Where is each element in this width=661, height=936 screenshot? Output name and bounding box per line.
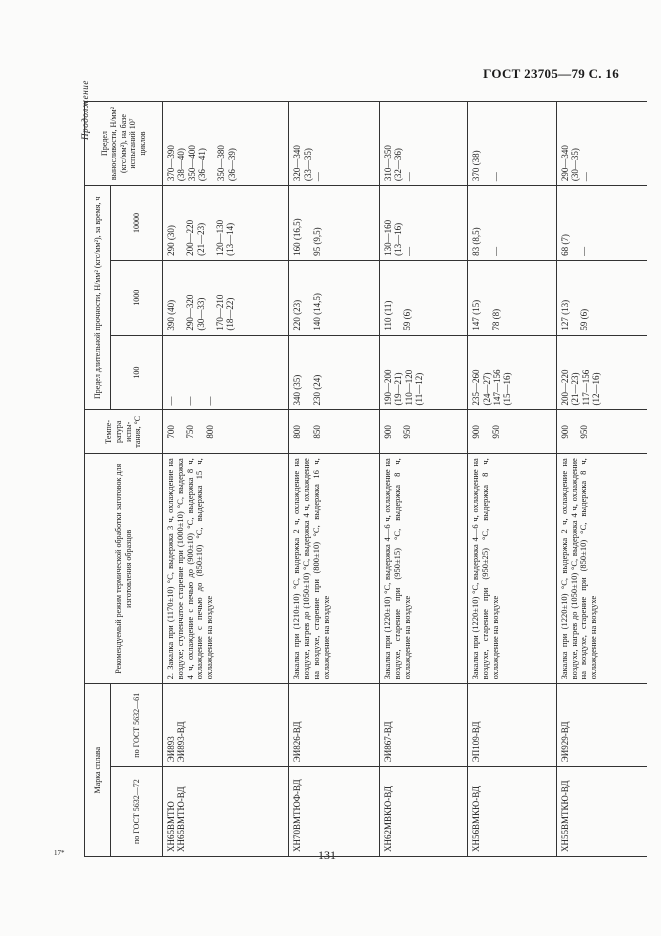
header-strength: Предел длительной прочности, Н/мм² (кгс/мм²), за время, ч [85,186,111,410]
endurance-value: (32—36) [393,148,404,182]
table-row [468,102,556,857]
strength-value: 147 (15) [471,299,482,331]
strength-value: 190—200 [382,369,393,406]
grade-gost-72 [468,767,556,857]
endurance-value: 310—350 [382,145,393,182]
temp-value: 800 [204,425,215,439]
endurance-value: — [490,172,501,182]
strength-value: 59 (6) [579,308,590,331]
grade-gost-61 [379,684,467,767]
strength-1000h [468,260,556,335]
strength-value: (30—33) [195,297,206,331]
strength-value: (12—16) [590,372,601,406]
mode-text: Закалка при (1220±10) °С, выдержка 4—6 ч, охлаждение на воздухе, старение при (950±15) °С, выдержка 8 ч, охлаждение на воздухе [381,458,412,680]
grade-61-name: ЭИ826-ВД [292,721,303,763]
heat-treatment-mode [468,454,556,684]
temp-value: 850 [311,425,322,439]
temp-value: 750 [185,425,196,439]
strength-value: 160 (16,5) [292,218,303,256]
table-row [289,102,380,857]
strength-value: — [204,396,215,406]
endurance-value: 370 (38) [471,150,482,182]
grade-72-name: ХН65ВМТЮ [166,801,176,852]
strength-10000h [556,186,647,261]
temp-value: 800 [292,425,303,439]
strength-value: (11—12) [414,372,424,406]
strength-value: 68 (7) [559,234,570,256]
header-grade: Марка сплава [85,684,111,857]
page-number: 131 [318,848,336,862]
strength-value: — [166,396,176,406]
grade-gost-72 [163,767,289,857]
alloy-properties-table [84,101,647,857]
strength-value: (21—23) [195,222,206,256]
strength-value: (19—21) [393,372,404,406]
page-header: ГОСТ 23705—79 С. 16 [483,66,619,81]
endurance-value: 290—340 [559,145,570,182]
mode-text: Закалка при (1210±10) °С, выдержка 2 ч, охлаждение на воздухе, нагрев до (1050±10) °С, выдержка 4 ч, охлаждение на воздухе, старение при (800±10) °С, выдержка 16 ч, охлаждение на воздухе [291,458,331,680]
temp-value: 900 [559,425,570,439]
endurance-value: (38—40) [176,148,187,182]
strength-1000h [289,260,380,335]
strength-value: 59 (6) [402,308,413,331]
strength-value: 170—210 [215,294,226,331]
strength-100h [556,335,647,410]
endurance-value: 350—400 [186,145,197,182]
signature-mark: 17* [54,849,65,857]
endurance-limit [289,102,380,186]
strength-value: — [490,246,501,256]
temp-value: 900 [471,425,482,439]
strength-value: (21—23) [570,372,581,406]
strength-value: 110—120 [403,369,414,406]
test-temperature [163,410,289,454]
strength-100h [379,335,467,410]
heat-treatment-mode [556,454,647,684]
mode-text: Закалка при (1220±10) °С, выдержка 4—6 ч, охлаждение на воздухе, старение при (950±25) °С, выдержка 8 ч, охлаждение на воздухе [470,458,500,680]
grade-61-name: ЭИ929-ВД [559,721,570,763]
test-temperature [556,410,647,454]
header-100h: 100 [111,335,163,410]
strength-10000h [163,186,289,261]
strength-value: 78 (8) [490,308,501,331]
endurance-value: 320—340 [292,145,303,182]
table-row [556,102,647,857]
endurance-value: (33—35) [302,148,313,182]
heat-treatment-mode [379,454,467,684]
grade-gost-72 [556,767,647,857]
strength-1000h [556,260,647,335]
temp-value: 900 [382,425,393,439]
grade-72-name: ХН62МВКЮ-ВД [382,785,393,852]
strength-value: 200—220 [559,369,570,406]
test-temperature [379,410,467,454]
continuation-label: Продолжение [80,80,90,140]
temp-value: 950 [402,425,413,439]
header-temp: Температура испытания, °С [85,410,163,454]
endurance-value: 370—390 [166,145,176,182]
strength-value: 120—130 [215,219,226,256]
strength-value: 83 (8,5) [471,227,482,256]
table-body [163,102,648,857]
table-row [379,102,467,857]
strength-value: (18—22) [225,297,236,331]
mode-text: Закалка при (1220±10) °С, выдержка 2 ч, охлаждение на воздухе, нагрев до (1050±10) °С, выдержка 4 ч, охлаждение на воздухе, старение при (850±10) °С, выдержка 8 ч, охлаждение на воздухе [558,458,599,680]
temp-value: 950 [490,425,501,439]
mode-text: 2. Закалка при (1170±10) °С, выдержка 3 ч, охлаждение на воздухе; ступенчатое старение при (1000±10) °С, выдержка 4 ч, охлаждение с печью до (900±10) °С, выдержка 8 ч, охлаждение с печью до (850±10) °С, выдержка 15 ч, охлаждение на воздухе [165,458,215,680]
strength-value: 200—220 [185,219,196,256]
heat-treatment-mode [289,454,380,684]
temp-value: 700 [166,425,176,439]
grade-61-name: ЭИ867-ВД [382,721,393,763]
strength-value: 127 (13) [559,299,570,331]
table-row [163,102,289,857]
strength-value: 290—320 [185,294,196,331]
grade-gost-72 [289,767,380,857]
strength-value: 117—156 [580,369,591,406]
strength-value: 147—156 [492,369,503,406]
strength-value: 95 (9,5) [311,227,322,256]
endurance-value: — [580,172,591,182]
strength-value: 390 (40) [166,299,176,331]
strength-value: 140 (14,5) [311,293,322,331]
strength-1000h [163,260,289,335]
grade-gost-61 [289,684,380,767]
endurance-limit [163,102,289,186]
strength-value: — [579,246,590,256]
endurance-value: (36—39) [226,148,237,182]
strength-10000h [289,186,380,261]
grade-61-name: ЭИ893-ВД [176,721,187,763]
endurance-limit [556,102,647,186]
header-10000h: 10000 [111,186,163,261]
strength-value: (15—16) [502,372,513,406]
strength-value: 230 (24) [311,374,322,406]
endurance-limit [379,102,467,186]
grade-gost-72 [379,767,467,857]
test-temperature [289,410,380,454]
strength-10000h [379,186,467,261]
strength-100h [163,335,289,410]
header-gost-72: по ГОСТ 5632—72 [111,767,163,857]
grade-72-name: ХН56ВМКЮ-ВД [471,785,482,852]
strength-10000h [468,186,556,261]
grade-61-name: ЭП109-ВД [471,721,482,763]
grade-gost-61 [556,684,647,767]
strength-100h [289,335,380,410]
strength-value: (13—14) [225,222,236,256]
grade-72-name: ХН70ВМТЮФ-ВД [292,779,303,852]
heat-treatment-mode [163,454,289,684]
strength-value: 235—260 [471,369,482,406]
header-endurance: Предел выносливости, Н/мм² (кгс/мм²), на базе испытаний 10⁷ циклов [85,102,163,186]
strength-value: 130—160 [382,219,393,256]
strength-value: — [403,246,414,256]
strength-value: (13—16) [393,222,404,256]
header-gost-61: по ГОСТ 5632—61 [111,684,163,767]
temp-value: 950 [579,425,590,439]
endurance-value: — [403,172,414,182]
endurance-value: (30—35) [570,148,581,182]
endurance-value: — [313,172,324,182]
strength-value: 220 (23) [292,299,303,331]
header-1000h: 1000 [111,260,163,335]
strength-value: 290 (30) [166,225,176,256]
strength-1000h [379,260,467,335]
endurance-value: (36—41) [197,148,208,182]
grade-gost-61 [163,684,289,767]
header-mode: Рекомендуемый режим термической обработки заготовок для изготовления образцов [85,454,163,684]
grade-72-name: ХН65ВМТЮ-ВД [176,786,187,852]
endurance-limit [468,102,556,186]
test-temperature [468,410,556,454]
strength-value: 340 (35) [292,374,303,406]
strength-value: 110 (11) [382,300,393,331]
endurance-value: 350—380 [216,145,227,182]
grade-61-name: ЭИ893 [166,736,176,763]
strength-value: (24—27) [481,372,492,406]
grade-gost-61 [468,684,556,767]
rotated-table-container [84,101,647,857]
grade-72-name: ХН55ВМТКЮ-ВД [559,780,570,852]
strength-value: — [185,396,196,406]
strength-100h [468,335,556,410]
